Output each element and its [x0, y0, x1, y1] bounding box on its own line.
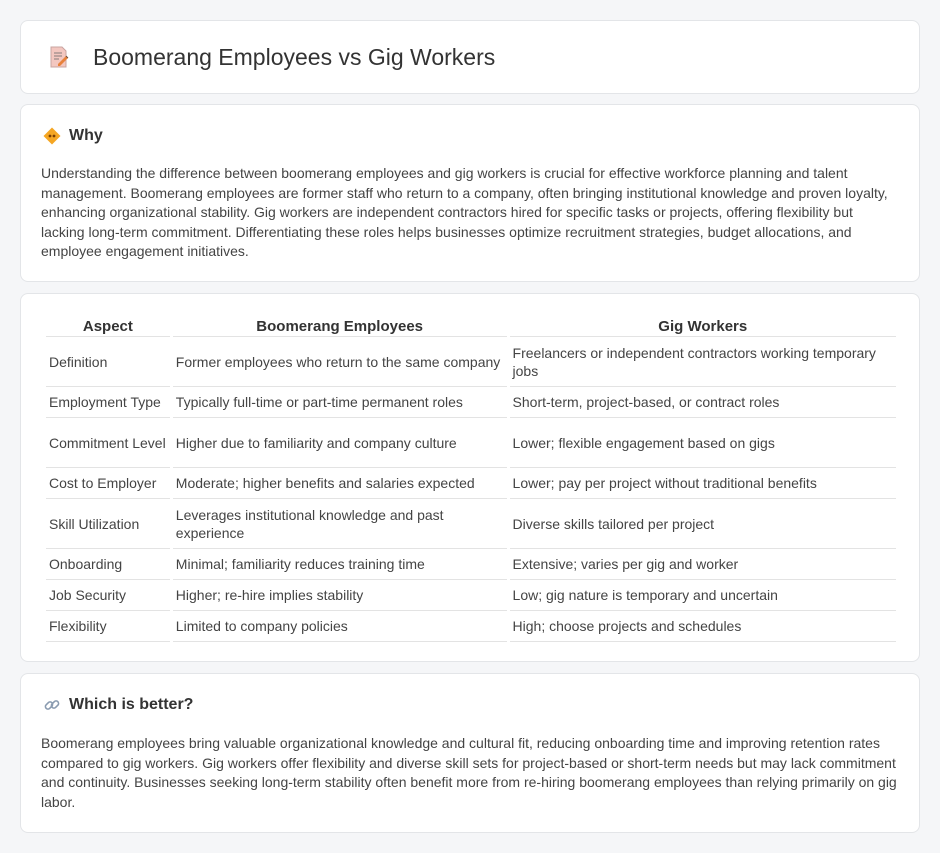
table-row [46, 418, 896, 468]
title-card [20, 20, 920, 94]
comparison-card [20, 293, 920, 662]
page-title: Boomerang Employees vs Gig Workers [93, 43, 496, 70]
why-section [20, 104, 920, 282]
boomerang-cell: Limited to company policies [173, 611, 507, 642]
table-row [46, 549, 896, 580]
gig-cell: High; choose projects and schedules [510, 611, 896, 642]
gig-cell: Lower; pay per project without traditional benefits [510, 468, 896, 499]
aspect-cell: Flexibility [46, 611, 170, 642]
boomerang-cell: Leverages institutional knowledge and past experience [173, 499, 507, 549]
why-heading: Why [69, 127, 103, 144]
table-row [46, 499, 896, 549]
why-body: Understanding the difference between boomerang employees and gig workers is crucial for effective workforce planning and talent management. Boomerang employees are former staff who return to a company, often bringing institutional knowledge and proven loyalty, enhancing organizational stability. Gig workers are independent contractors hired for specific tasks or projects, offering flexibility but lacking long-term commitment. Differentiating these roles helps businesses optimize recruitment strategies, budget allocations, and employee engagement initiatives. [41, 165, 888, 259]
boomerang-cell: Typically full-time or part-time permanent roles [173, 387, 507, 418]
which-is-better-section [20, 673, 920, 833]
boomerang-cell: Moderate; higher benefits and salaries expected [173, 468, 507, 499]
boomerang-cell: Minimal; familiarity reduces training time [173, 549, 507, 580]
comparison-table [43, 316, 899, 642]
table-row [46, 468, 896, 499]
column-header: Gig Workers [510, 316, 896, 337]
better-body: Boomerang employees bring valuable organizational knowledge and cultural fit, reducing onboarding time and improving retention rates compared to gig workers. Gig workers offer flexibility and diverse skill sets for project-based or short-term needs but may lack commitment and continuity. Businesses seeking long-term stability often benefit more from re-hiring boomerang employees than relying primarily on gig labor. [41, 735, 897, 810]
link-icon [43, 696, 61, 714]
gig-cell: Lower; flexible engagement based on gigs [510, 418, 896, 468]
gig-cell: Short-term, project-based, or contract roles [510, 387, 896, 418]
table-row [46, 611, 896, 642]
table-row [46, 337, 896, 387]
better-heading: Which is better? [69, 696, 194, 713]
boomerang-cell: Higher due to familiarity and company culture [173, 418, 507, 468]
document-edit-icon [47, 45, 71, 69]
table-header-row [46, 316, 896, 337]
aspect-cell: Commitment Level [46, 418, 170, 468]
boomerang-cell: Higher; re-hire implies stability [173, 580, 507, 611]
diamond-warning-icon [43, 127, 61, 145]
column-header: Aspect [46, 316, 170, 337]
aspect-cell: Skill Utilization [46, 499, 170, 549]
aspect-cell: Cost to Employer [46, 468, 170, 499]
aspect-cell: Onboarding [46, 549, 170, 580]
gig-cell: Extensive; varies per gig and worker [510, 549, 896, 580]
aspect-cell: Employment Type [46, 387, 170, 418]
gig-cell: Freelancers or independent contractors working temporary jobs [510, 337, 896, 387]
boomerang-cell: Former employees who return to the same company [173, 337, 507, 387]
aspect-cell: Definition [46, 337, 170, 387]
aspect-cell: Job Security [46, 580, 170, 611]
table-row [46, 580, 896, 611]
gig-cell: Diverse skills tailored per project [510, 499, 896, 549]
column-header: Boomerang Employees [173, 316, 507, 337]
gig-cell: Low; gig nature is temporary and uncertain [510, 580, 896, 611]
table-row [46, 387, 896, 418]
